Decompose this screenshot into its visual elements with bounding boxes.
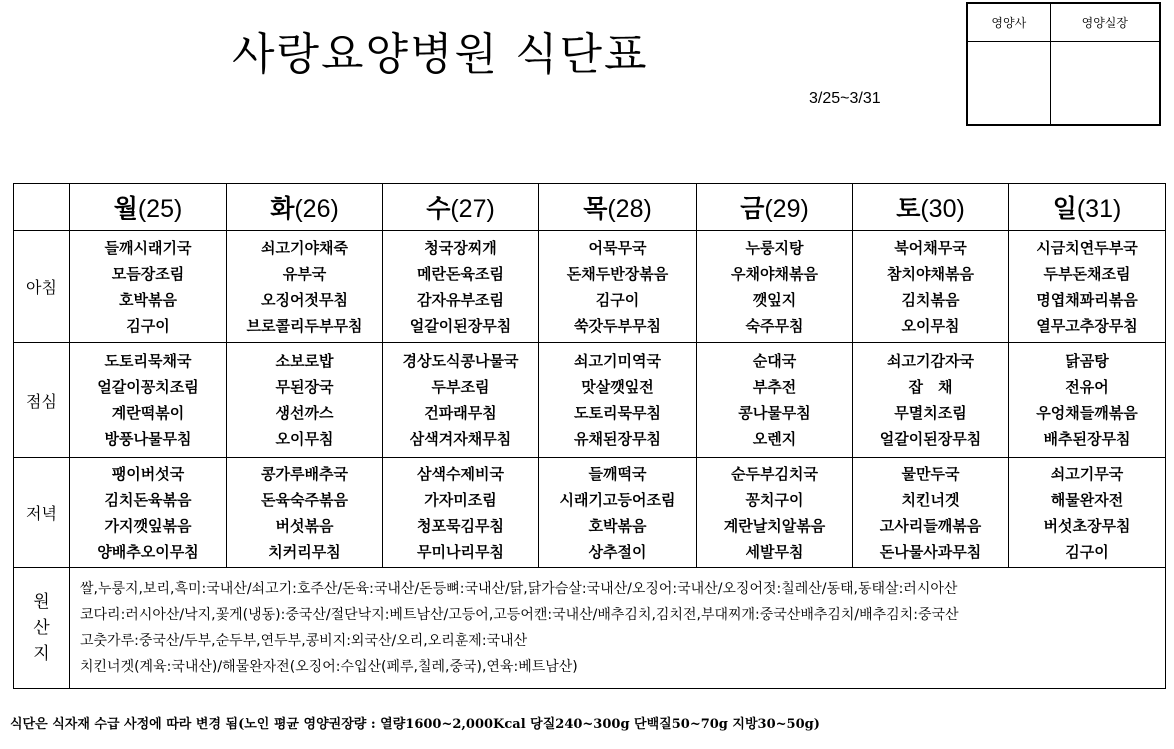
meal-label-lunch: 점심 [14,343,70,458]
menu-cell: 닭곰탕 전유어 우엉채들깨볶음 배추된장무침 [1009,343,1166,458]
day-header-row [14,184,1166,231]
menu-cell: 북어채무국 참치야채볶음 김치볶음 오이무침 [853,231,1009,343]
menu-cell: 시금치연두부국 두부돈채조림 명엽채꽈리볶음 열무고추장무침 [1009,231,1166,343]
menu-cell: 소보로밥 무된장국 생선까스 오이무침 [227,343,383,458]
date-range: 3/25~3/31 [809,90,881,107]
menu-cell: 도토리묵채국 얼갈이꽁치조림 계란떡볶이 방풍나물무침 [70,343,227,458]
menu-cell: 들깨떡국 시래기고등어조림 호박볶음 상추절이 [539,458,697,568]
origin-line: 코다리:러시아산/낙지,꽃게(냉동):중국산/절단낙지:베트남산/고등어,고등어캔:국내산/배추김치,김치전,부대찌개:중국산배추김치/배추김치:중국산 [80,607,959,623]
menu-cell: 청국장찌개 메란돈육조림 감자유부조림 얼갈이된장무침 [383,231,539,343]
menu-cell: 삼색수제비국 가자미조림 청포묵김무침 무미나리무침 [383,458,539,568]
menu-cell: 순대국 부추전 콩나물무침 오렌지 [697,343,853,458]
menu-cell: 경상도식콩나물국 두부조림 건파래무침 삼색겨자채무침 [383,343,539,458]
corner-cell [14,184,70,231]
menu-cell: 쇠고기감자국 잡 채 무멸치조림 얼갈이된장무침 [853,343,1009,458]
meal-label-dinner: 저녁 [14,458,70,568]
menu-cell: 순두부김치국 꽁치구이 계란날치알볶음 세발무침 [697,458,853,568]
day-header-wed: 수(27) [383,184,539,231]
menu-cell: 콩가루배추국 돈육숙주볶음 버섯볶음 치커리무침 [227,458,383,568]
nutrition-footnote: 식단은 식자재 수급 사정에 따라 변경 됨(노인 평균 영양권장량 : 열량1600~2,000Kcal 당질240~300g 단백질50~70g 지방30~50g) [10,717,820,732]
menu-cell: 어묵무국 돈채두반장볶음 김구이 쑥갓두부무침 [539,231,697,343]
origin-label: 원 산 지 [14,568,70,689]
origin-line: 고춧가루:중국산/두부,순두부,연두부,콩비지:외국산/오리,오리훈제:국내산 [80,633,528,649]
page-title: 사랑요양병원 식단표 [232,29,649,80]
day-header-thu: 목(28) [539,184,697,231]
menu-cell: 쇠고기무국 해물완자전 버섯초장무침 김구이 [1009,458,1166,568]
approval-box [966,2,1161,126]
menu-cell: 누룽지탕 우채야채볶음 깻잎지 숙주무침 [697,231,853,343]
day-header-mon: 월(25) [70,184,227,231]
approval-sign-dietitian [968,42,1051,125]
meal-label-breakfast: 아침 [14,231,70,343]
day-header-fri: 금(29) [697,184,853,231]
origin-row [14,568,1166,689]
origin-line: 치킨너겟(계육:국내산)/해물완자전(오징어:수입산(페루,칠레,중국),연육:베트남산) [80,659,578,675]
day-header-sun: 일(31) [1009,184,1166,231]
dinner-row [14,458,1166,568]
breakfast-row [14,231,1166,343]
day-header-sat: 토(30) [853,184,1009,231]
menu-cell: 들깨시래기국 모듬장조림 호박볶음 김구이 [70,231,227,343]
menu-table [13,183,1166,689]
origin-line: 쌀,누룽지,보리,흑미:국내산/쇠고기:호주산/돈육:국내산/돈등뼈:국내산/닭,닭가슴살:국내산/오징어:국내산/오징어젓:칠레산/동태,동태살:러시아산 [80,581,958,597]
lunch-row [14,343,1166,458]
menu-cell: 팽이버섯국 김치돈육볶음 가지깻잎볶음 양배추오이무침 [70,458,227,568]
approval-header-dietitian: 영양사 [968,4,1051,42]
approval-header-chief: 영양실장 [1050,4,1159,42]
origin-info [70,568,1166,689]
menu-cell: 쇠고기미역국 맛살깻잎전 도토리묵무침 유채된장무침 [539,343,697,458]
day-header-tue: 화(26) [227,184,383,231]
approval-sign-chief [1050,42,1159,125]
menu-cell: 물만두국 치킨너겟 고사리들깨볶음 돈나물사과무침 [853,458,1009,568]
menu-cell: 쇠고기야채죽 유부국 오징어젓무침 브로콜리두부무침 [227,231,383,343]
